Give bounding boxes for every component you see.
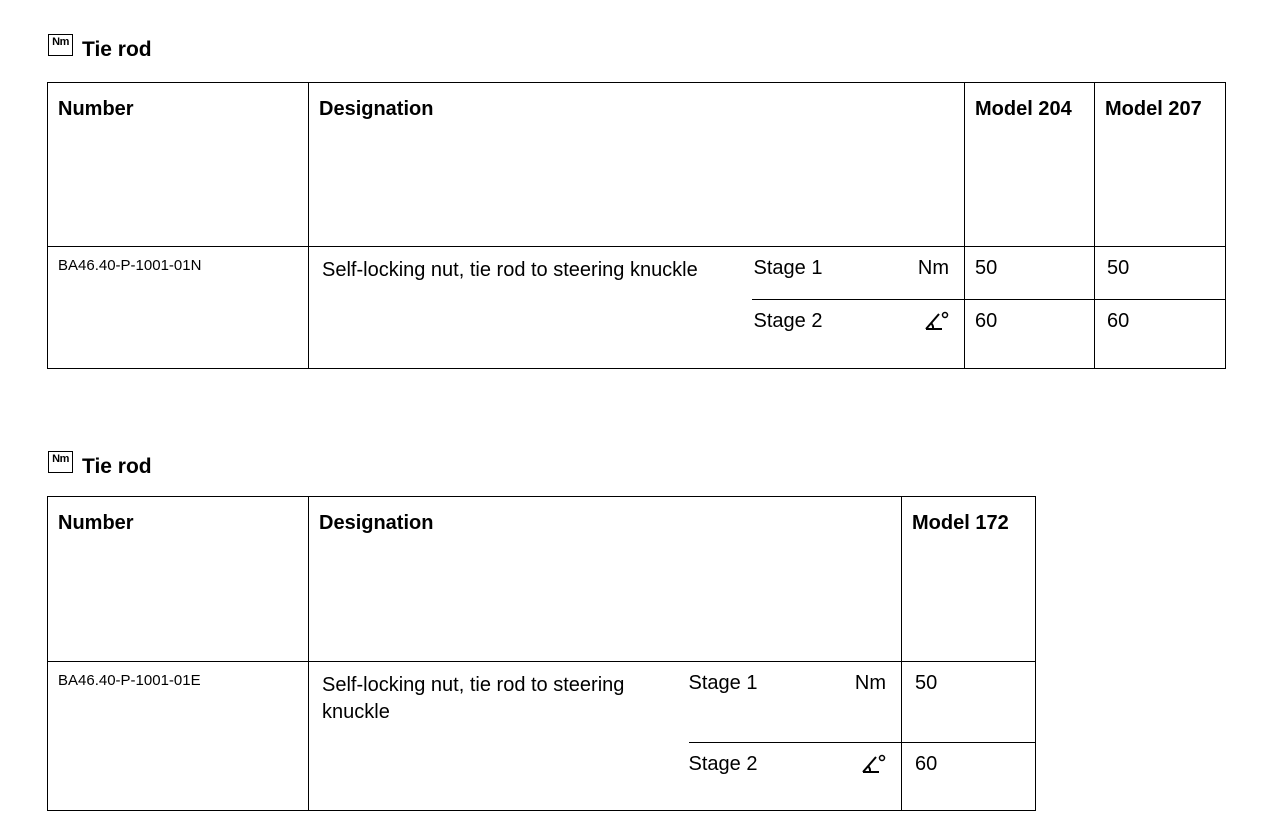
value-cell [1095,247,1226,369]
torque-value: 50 [1107,257,1130,279]
stage-row [752,300,965,368]
angle-degree-icon [860,753,886,775]
header-model: Model 172 [902,497,1036,662]
value-cell [902,662,1036,811]
stage-label: Stage 1 [688,672,758,694]
stage-cell [752,247,965,369]
value-row [965,247,1094,300]
header-number: Number [48,83,309,247]
header-model: Model 204 [965,83,1095,247]
value-row [965,300,1094,368]
part-number: BA46.40-P-1001-01N [48,247,309,369]
header-model: Model 207 [1095,83,1226,247]
angle-value: 60 [1107,310,1130,332]
designation-text: Self-locking nut, tie rod to steering knuckle [309,247,752,369]
designation-text: Self-locking nut, tie rod to steering knuckle [309,662,689,811]
stage-label: Stage 2 [688,753,758,775]
header-designation: Designation [309,497,902,662]
stage-row [689,662,902,743]
angle-value: 60 [915,753,938,775]
stage-unit: Nm [917,257,950,279]
header-designation: Designation [309,83,965,247]
value-cell [965,247,1095,369]
value-row [1095,247,1225,300]
torque-table-1 [47,82,1226,369]
value-row [902,662,1035,743]
stage-cell [689,662,902,811]
angle-value: 60 [975,310,998,332]
torque-value: 50 [915,672,938,694]
stage-row [752,247,965,300]
value-row [902,743,1035,810]
stage-unit: Nm [854,672,887,694]
header-number: Number [48,497,309,662]
stage-label: Stage 1 [753,257,823,279]
part-number: BA46.40-P-1001-01E [48,662,309,811]
value-row [1095,300,1225,368]
stage-label: Stage 2 [753,310,823,332]
torque-value: 50 [975,257,998,279]
section-title-1 [48,38,152,62]
angle-degree-icon [923,310,949,332]
torque-nm-icon: Nm [48,34,73,56]
section-title-2 [48,455,152,479]
section-title-text: Tie rod [82,455,152,478]
stage-row [689,743,902,810]
torque-table-2 [47,496,1036,811]
section-title-text: Tie rod [82,38,152,61]
torque-nm-icon: Nm [48,451,73,473]
